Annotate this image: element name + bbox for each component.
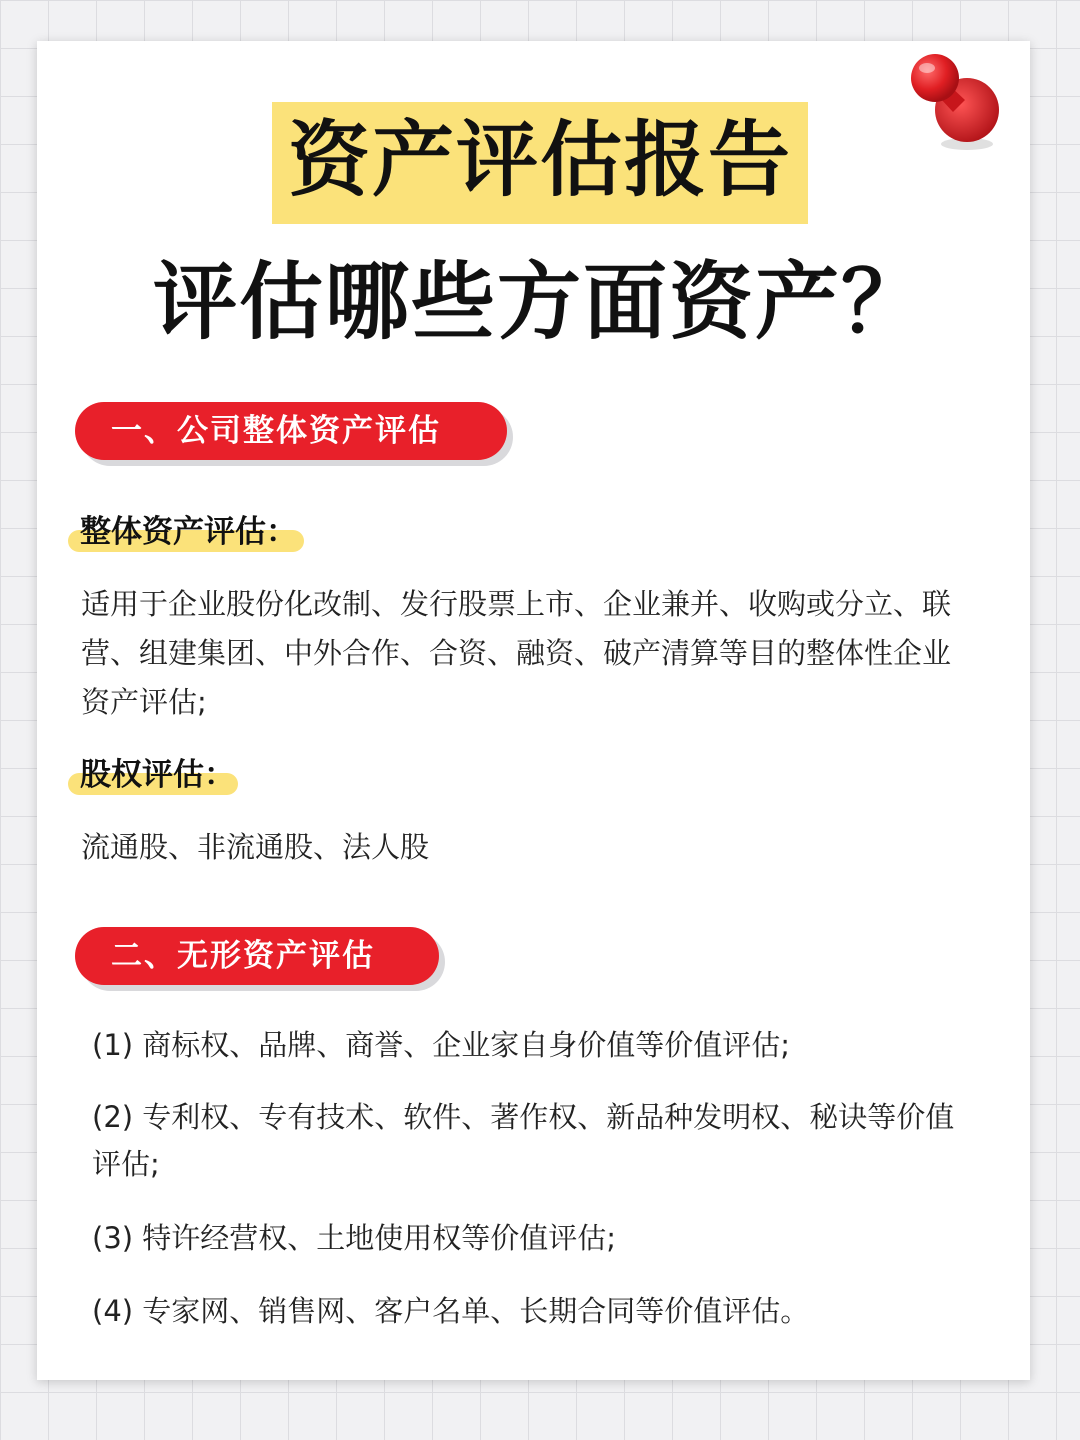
subsection-text-whole-assets: 适用于企业股份化改制、发行股票上市、企业兼并、收购或分立、联营、组建集团、中外合作、合资、融资、破产清算等目的整体性企业资产评估; <box>81 587 952 719</box>
subsection-heading-whole-assets: 整体资产评估： <box>80 514 297 550</box>
section-2-heading: 二、无形资产评估 <box>75 927 439 985</box>
section-1-heading: 一、公司整体资产评估 <box>75 402 507 460</box>
list-item: (1) 商标权、品牌、商誉、企业家自身价值等价值评估; <box>92 1028 791 1062</box>
list-item: (4) 专家网、销售网、客户名单、长期合同等价值评估。 <box>92 1294 810 1328</box>
subsection-heading-equity: 股权评估： <box>80 757 235 793</box>
page-subtitle: 评估哪些方面资产？ <box>152 253 927 351</box>
list-item: (2) 专利权、专有技术、软件、著作权、新品种发明权、秘诀等价值评估; <box>92 1100 955 1181</box>
page-title: 资产评估报告 <box>272 102 808 224</box>
subsection-text-equity: 流通股、非流通股、法人股 <box>81 830 430 864</box>
title-line-1-wrapper <box>0 102 1080 224</box>
list-item: (3) 特许经营权、土地使用权等价值评估; <box>92 1221 617 1255</box>
